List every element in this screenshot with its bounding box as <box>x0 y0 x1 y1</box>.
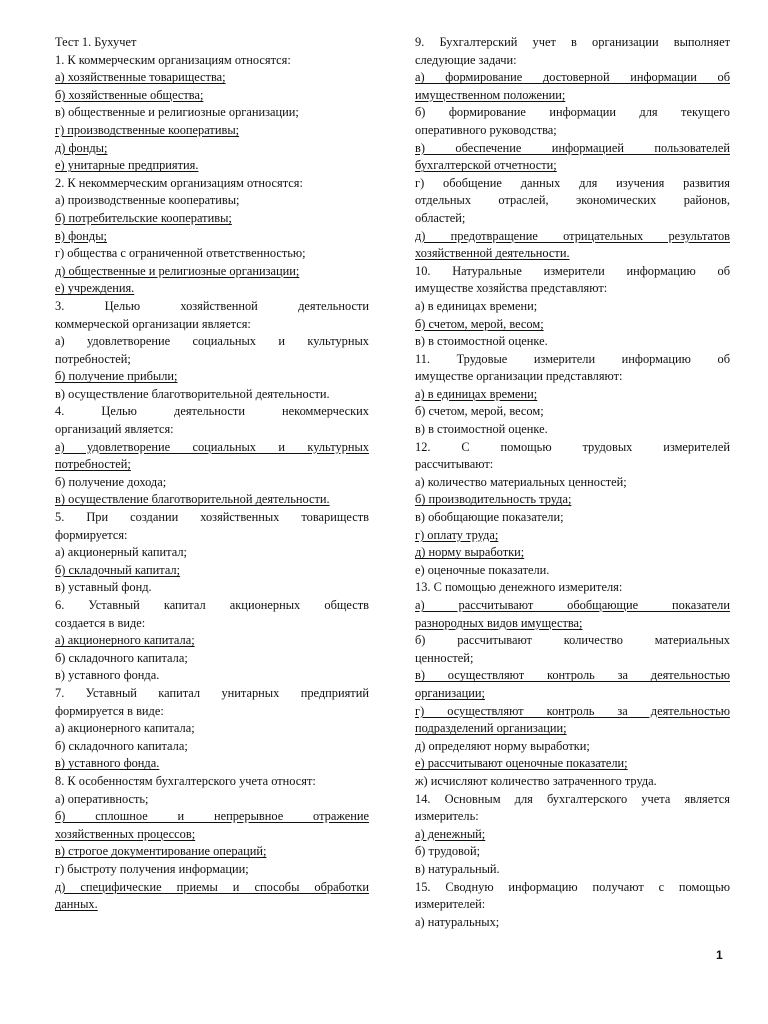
text-line: б) счетом, мерой, весом; <box>415 316 544 331</box>
text-line: потребностей; <box>55 351 131 366</box>
text-line: а) акционерного капитала; <box>55 721 195 736</box>
text-line: д) фонды; <box>55 140 108 155</box>
text-line: 4. Целью деятельности некоммерческих <box>55 404 369 419</box>
text-line: бухгалтерской отчетности; <box>415 158 557 173</box>
text-line: измерителей: <box>415 897 486 912</box>
text-line: в) обобщающие показатели; <box>415 510 564 525</box>
text-line: б) рассчитывают количество материальных <box>415 633 730 648</box>
text-line: 6. Уставный капитал акционерных обществ <box>55 598 369 612</box>
text-line: г) обобщение данных для изучения развития <box>415 175 730 190</box>
text-line: а) производственные кооперативы; <box>55 193 240 208</box>
text-line: имущественном положении; <box>415 87 566 102</box>
text-line: г) производственные кооперативы; <box>55 122 240 137</box>
text-line: а) формирование достоверной информации об <box>415 70 730 85</box>
text-line: организаций является: <box>55 422 174 437</box>
text-line: а) оперативность; <box>55 791 149 806</box>
text-line: Тест 1. Бухучет <box>55 35 137 49</box>
text-line: 15. Сводную информацию получают с помощью <box>415 879 730 894</box>
text-line: отдельных отраслей, экономических районов, <box>415 193 730 208</box>
page-number: 1 <box>716 948 723 962</box>
text-line: д) предотвращение отрицательных результатов <box>415 228 730 243</box>
text-line: 3. Целью хозяйственной деятельности <box>55 298 369 313</box>
text-line: формируется: <box>55 527 128 542</box>
text-line: подразделений организации; <box>415 721 567 736</box>
text-line: коммерческой организации является: <box>55 316 251 331</box>
text-line: а) удовлетворение социальных и культурных <box>55 334 369 349</box>
text-line: в) в стоимостной оценке. <box>415 422 548 437</box>
text-line: в) уставный фонд. <box>55 580 152 595</box>
text-line: д) определяют норму выработки; <box>415 738 590 753</box>
text-line: а) в единицах времени; <box>415 298 538 313</box>
text-line: д) норму выработки; <box>415 545 525 560</box>
text-line: е) унитарные предприятия. <box>55 158 199 173</box>
text-line: ценностей; <box>415 650 474 665</box>
text-line: б) получение дохода; <box>55 474 167 489</box>
text-line: г) осуществляют контроль за деятельностью <box>415 703 730 718</box>
text-line: областей; <box>415 210 466 225</box>
text-line: б) получение прибыли; <box>55 369 178 384</box>
text-line: а) денежный; <box>415 826 486 841</box>
text-line: б) складочный капитал; <box>55 562 181 577</box>
text-line: формируется в виде: <box>55 703 164 718</box>
text-line: 12. С помощью трудовых измерителей <box>415 439 730 454</box>
text-line: в) уставного фонда. <box>55 756 160 771</box>
text-line: в) осуществление благотворительной деятельности. <box>55 492 330 507</box>
text-line: создается в виде: <box>55 615 146 630</box>
text-line: е) рассчитывают оценочные показатели; <box>415 756 628 771</box>
text-line: б) складочного капитала; <box>55 650 188 665</box>
text-line: следующие задачи: <box>415 52 517 67</box>
text-line: а) акционерный капитал; <box>55 545 187 560</box>
text-line: в) обеспечение информацией пользователей <box>415 140 730 155</box>
text-line: д) общественные и религиозные организации; <box>55 263 300 278</box>
text-line: имуществе организации представляют: <box>415 369 623 384</box>
text-line: а) удовлетворение социальных и культурных <box>55 439 369 454</box>
text-line: 5. При создании хозяйственных товариществ <box>55 510 369 525</box>
text-line: 7. Уставный капитал унитарных предприятий <box>55 685 369 700</box>
text-line: а) количество материальных ценностей; <box>415 474 627 489</box>
text-line: в) фонды; <box>55 228 108 243</box>
text-line: в) осуществляют контроль за деятельностью <box>415 668 730 683</box>
text-line: 10. Натуральные измерители информацию об <box>415 263 730 278</box>
text-line: хозяйственной деятельности. <box>415 246 570 261</box>
text-line: е) оценочные показатели. <box>415 562 550 577</box>
text-line: б) формирование информации для текущего <box>415 105 730 120</box>
text-line: е) учреждения. <box>55 281 135 296</box>
text-line: а) натуральных; <box>415 914 500 929</box>
text-line: хозяйственных процессов; <box>55 826 196 841</box>
text-line: г) общества с ограниченной ответственностью; <box>55 246 306 261</box>
text-line: измеритель: <box>415 809 479 824</box>
text-line: потребностей; <box>55 457 131 472</box>
text-line: в) осуществление благотворительной деятельности. <box>55 386 330 401</box>
text-line: данных. <box>55 897 98 912</box>
text-line: рассчитывают: <box>415 457 494 472</box>
left-column <box>55 34 369 914</box>
right-column <box>415 34 730 931</box>
text-line: 11. Трудовые измерители информацию об <box>415 351 730 366</box>
text-line: в) общественные и религиозные организации; <box>55 105 299 120</box>
text-line: имуществе хозяйства представляют: <box>415 281 608 296</box>
text-line: б) производительность труда; <box>415 492 572 507</box>
text-line: б) потребительские кооперативы; <box>55 210 232 225</box>
text-line: в) в стоимостной оценке. <box>415 334 548 349</box>
text-line: организации; <box>415 685 485 700</box>
text-line: разнородных видов имущества; <box>415 615 583 630</box>
text-line: в) уставного фонда. <box>55 668 160 683</box>
text-line: в) строгое документирование операций; <box>55 844 267 859</box>
text-line: а) хозяйственные товарищества; <box>55 70 226 85</box>
text-line: ж) исчисляют количество затраченного труда. <box>415 773 657 788</box>
text-line: б) сплошное и непрерывное отражение <box>55 809 369 824</box>
text-line: а) акционерного капитала; <box>55 633 195 648</box>
text-line: д) специфические приемы и способы обработки <box>55 879 369 894</box>
text-line: г) быстроту получения информации; <box>55 861 249 876</box>
text-line: б) складочного капитала; <box>55 738 188 753</box>
text-line: 8. К особенностям бухгалтерского учета относят: <box>55 773 316 788</box>
text-line: оперативного руководства; <box>415 122 557 137</box>
text-line: 9. Бухгалтерский учет в организации выполняет <box>415 35 730 49</box>
text-line: 14. Основным для бухгалтерского учета является <box>415 791 730 806</box>
text-line: б) хозяйственные общества; <box>55 87 204 102</box>
text-line: а) рассчитывают обобщающие показатели <box>415 598 730 612</box>
text-line: 13. С помощью денежного измерителя: <box>415 580 623 595</box>
text-line: г) оплату труда; <box>415 527 499 542</box>
text-line: 1. К коммерческим организациям относятся: <box>55 52 291 67</box>
text-line: в) натуральный. <box>415 861 500 876</box>
text-line: а) в единицах времени; <box>415 386 538 401</box>
text-line: б) трудовой; <box>415 844 481 859</box>
text-line: 2. К некоммерческим организациям относятся: <box>55 175 303 190</box>
text-line: б) счетом, мерой, весом; <box>415 404 544 419</box>
